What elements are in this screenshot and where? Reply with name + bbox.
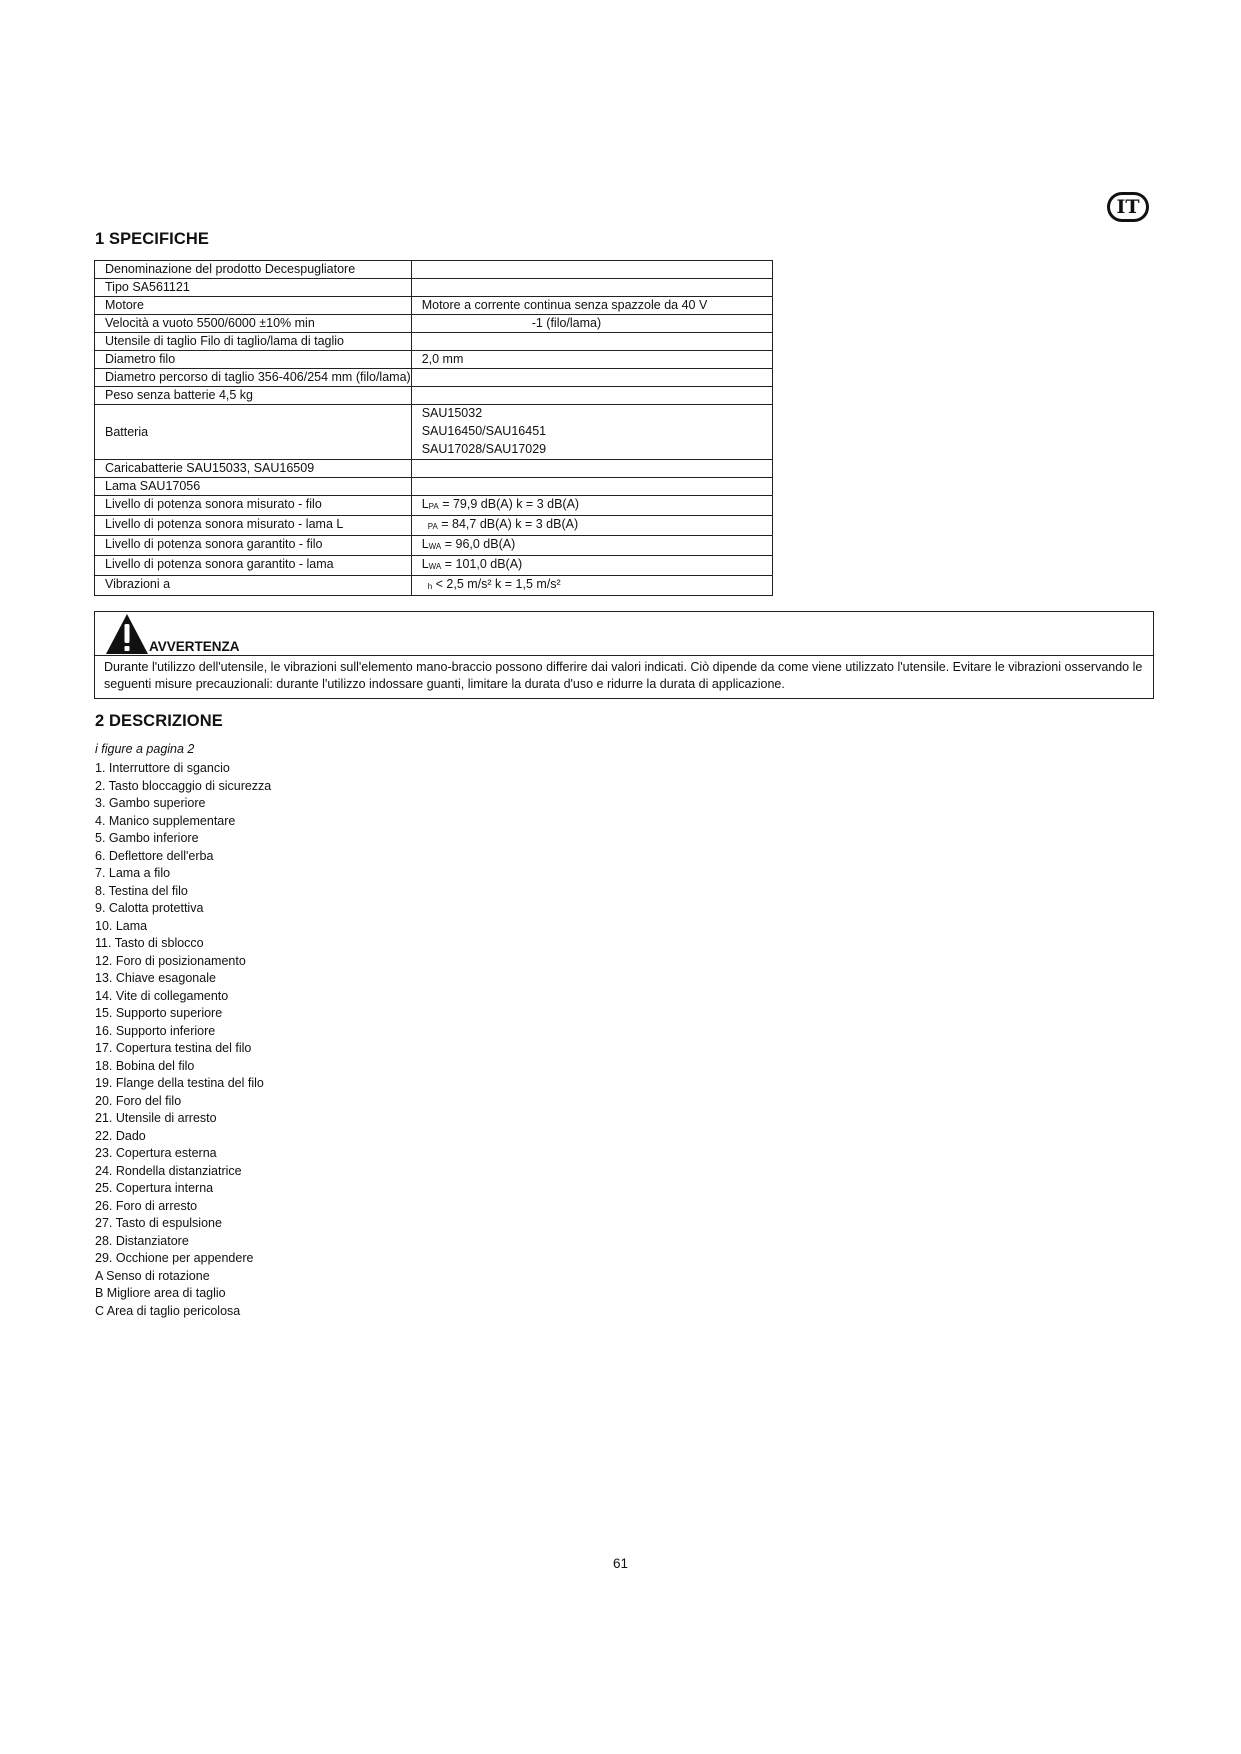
spec-value: 2,0 mm [411, 351, 772, 369]
spec-label: Diametro filo [95, 351, 412, 369]
spec-row [95, 496, 773, 516]
spec-label: Velocità a vuoto 5500/6000 ±10% min [95, 315, 412, 333]
spec-label: Livello di potenza sonora misurato - filo [95, 496, 412, 516]
list-item: 28. Distanziatore [95, 1233, 189, 1248]
warning-text: Durante l'utilizzo dell'utensile, le vibrazioni sull'elemento mano-braccio possono differire dai valori indicati. Ciò dipende da come viene utilizzato l'utensile. Evitare le vibrazioni osservando le seguenti misure precauzionali: durante l'utilizzo indossare guanti, limitare la durata d'uso e ridurre la durata di applicazione. [104, 660, 1143, 691]
spec-row [95, 297, 773, 315]
spec-label: Livello di potenza sonora misurato - lama L [95, 516, 412, 536]
spec-row [95, 460, 773, 478]
spec-row [95, 333, 773, 351]
spec-table [94, 260, 773, 596]
spec-label: Diametro percorso di taglio 356-406/254 mm (filo/lama) [95, 369, 412, 387]
spec-row [95, 576, 773, 596]
spec-row-battery [95, 405, 773, 460]
list-item: 22. Dado [95, 1128, 146, 1143]
list-item: 3. Gambo superiore [95, 796, 206, 810]
spec-value [411, 333, 772, 351]
spec-row [95, 536, 773, 556]
description-intro: i figure a pagina 2 [95, 742, 195, 756]
spec-label: Vibrazioni a [95, 576, 412, 596]
spec-row [95, 315, 773, 333]
spec-label: Livello di potenza sonora garantito - filo [95, 536, 412, 556]
list-item: 29. Occhione per appendere [95, 1251, 254, 1265]
list-item: 26. Foro di arresto [95, 1198, 198, 1213]
list-item: 13. Chiave esagonale [95, 971, 216, 985]
spec-value [411, 279, 772, 297]
list-item: 17. Copertura testina del filo [95, 1041, 252, 1055]
warning-header [105, 613, 405, 655]
list-item: 9. Calotta protettiva [95, 901, 204, 915]
list-item: 2. Tasto bloccaggio di sicurezza [95, 778, 272, 793]
value-text: = 79,9 dB(A) k = 3 dB(A) [438, 497, 580, 511]
list-item: C Area di taglio pericolosa [95, 1303, 241, 1318]
section-title-descrizione: 2 DESCRIZIONE [95, 712, 223, 730]
battery-model: SAU16450/SAU16451 [421, 424, 547, 438]
list-item: 16. Supporto inferiore [95, 1023, 216, 1038]
list-item: 15. Supporto superiore [95, 1006, 223, 1020]
list-item: 7. Lama a filo [95, 866, 171, 880]
spec-label: Peso senza batterie 4,5 kg [95, 387, 412, 405]
spec-value [411, 536, 772, 556]
spec-value: Motore a corrente continua senza spazzole da 40 V [411, 297, 772, 315]
spec-row [95, 351, 773, 369]
spec-label: Caricabatterie SAU15033, SAU16509 [95, 460, 412, 478]
spec-row [95, 556, 773, 576]
list-item: 27. Tasto di espulsione [95, 1216, 222, 1230]
list-item: 11. Tasto di sblocco [95, 936, 204, 950]
list-item: B Migliore area di taglio [95, 1286, 226, 1300]
spec-label: Livello di potenza sonora garantito - lama [95, 556, 412, 576]
spec-value [411, 387, 772, 405]
parts-list [95, 760, 271, 1320]
list-item: 24. Rondella distanziatrice [95, 1163, 242, 1178]
spec-value [411, 369, 772, 387]
warning-triangle-icon [105, 613, 149, 655]
spec-row [95, 279, 773, 297]
value-subscript: WA [428, 562, 442, 571]
value-subscript: h [427, 582, 433, 591]
spec-value [411, 478, 772, 496]
list-item: 14. Vite di collegamento [95, 988, 229, 1003]
spec-value-list [411, 405, 772, 460]
value-subscript: PA [428, 502, 439, 511]
list-item: 23. Copertura esterna [95, 1146, 217, 1160]
spec-value [411, 496, 772, 516]
spec-label: Lama SAU17056 [95, 478, 412, 496]
value-prefix: L [421, 537, 429, 551]
value-text: = 101,0 dB(A) [441, 557, 523, 571]
list-item: 8. Testina del filo [95, 883, 188, 898]
list-item: 18. Bobina del filo [95, 1058, 195, 1073]
value-prefix: L [421, 497, 429, 511]
value-text: < 2,5 m/s² k = 1,5 m/s² [432, 577, 561, 591]
list-item: 6. Deflettore dell'erba [95, 848, 214, 863]
battery-model: SAU15032 [421, 406, 483, 420]
value-prefix: L [421, 557, 429, 571]
spec-row [95, 261, 773, 279]
page-number: 61 [612, 1556, 629, 1571]
language-badge: IT [1107, 192, 1149, 222]
list-item: 19. Flange della testina del filo [95, 1076, 264, 1090]
value-subscript: WA [428, 542, 442, 551]
list-item: A Senso di rotazione [95, 1268, 210, 1283]
spec-value [411, 576, 772, 596]
spec-value [411, 556, 772, 576]
spec-label: Denominazione del prodotto Decespugliatore [95, 261, 412, 279]
spec-value: -1 (filo/lama) [411, 315, 772, 333]
spec-row [95, 516, 773, 536]
list-item: 10. Lama [95, 918, 148, 933]
warning-box [94, 611, 1154, 699]
spec-label: Batteria [95, 405, 412, 460]
spec-label: Motore [95, 297, 412, 315]
list-item: 21. Utensile di arresto [95, 1111, 217, 1125]
spec-label: Utensile di taglio Filo di taglio/lama di taglio [95, 333, 412, 351]
list-item: 4. Manico supplementare [95, 813, 236, 828]
spec-value [411, 460, 772, 478]
spec-value [411, 516, 772, 536]
value-subscript: PA [427, 522, 438, 531]
warning-divider [95, 655, 1153, 656]
list-item: 5. Gambo inferiore [95, 831, 199, 845]
warning-title: AVVERTENZA [149, 639, 240, 654]
spec-row [95, 369, 773, 387]
spec-label: Tipo SA561121 [95, 279, 412, 297]
list-item: 25. Copertura interna [95, 1181, 214, 1195]
spec-row [95, 387, 773, 405]
value-text: = 84,7 dB(A) k = 3 dB(A) [437, 517, 579, 531]
list-item: 12. Foro di posizionamento [95, 953, 246, 968]
spec-row [95, 478, 773, 496]
battery-model: SAU17028/SAU17029 [421, 442, 547, 456]
section-title-specifiche: 1 SPECIFICHE [95, 230, 209, 248]
spec-value [411, 261, 772, 279]
value-text: = 96,0 dB(A) [441, 537, 516, 551]
list-item: 1. Interruttore di sgancio [95, 761, 230, 775]
list-item: 20. Foro del filo [95, 1093, 182, 1108]
